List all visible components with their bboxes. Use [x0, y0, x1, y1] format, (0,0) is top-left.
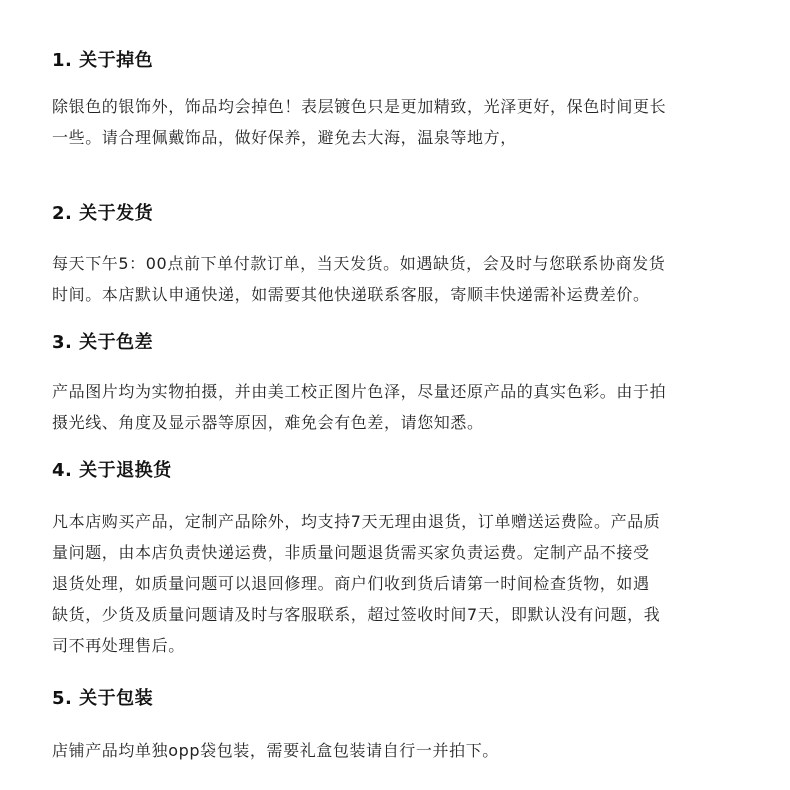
section-title-returns: 4. 关于退换货 — [52, 460, 172, 481]
section-body-packaging — [52, 735, 742, 766]
body-line: 除银色的银饰外，饰品均会掉色！表层镀色只是更加精致，光泽更好，保色时间更长 — [52, 97, 667, 116]
body-line: 缺货，少货及质量问题请及时与客服联系，超过签收时间7天，即默认没有问题，我 — [52, 605, 661, 624]
section-body-returns — [52, 506, 742, 661]
body-line: 量问题，由本店负责快递运费，非质量问题退货需买家负责运费。定制产品不接受 — [52, 543, 650, 562]
section-body-shipping — [52, 248, 742, 310]
body-line: 产品图片均为实物拍摄，并由美工校正图片色泽，尽量还原产品的真实色彩。由于拍 — [52, 382, 667, 401]
body-line: 每天下午5：00点前下单付款订单，当天发货。如遇缺货，会及时与您联系协商发货 — [52, 254, 666, 273]
section-body-fading — [52, 91, 742, 153]
body-line: 退货处理，如质量问题可以退回修理。商户们收到货后请第一时间检查货物，如遇 — [52, 574, 650, 593]
section-body-color-difference — [52, 376, 742, 438]
section-title-fading: 1. 关于掉色 — [52, 50, 154, 71]
body-line: 凡本店购买产品，定制产品除外，均支持7天无理由退货，订单赠送运费险。产品质 — [52, 512, 661, 531]
section-title-shipping: 2. 关于发货 — [52, 203, 154, 224]
body-line: 一些。请合理佩戴饰品，做好保养，避免去大海，温泉等地方， — [52, 128, 517, 147]
body-line: 摄光线、角度及显示器等原因，难免会有色差，请您知悉。 — [52, 413, 484, 432]
section-title-packaging: 5. 关于包装 — [52, 688, 154, 709]
body-line: 司不再处理售后。 — [52, 636, 185, 655]
body-line: 店铺产品均单独opp袋包装，需要礼盒包装请自行一并拍下。 — [52, 741, 499, 760]
body-line: 时间。本店默认申通快递，如需要其他快递联系客服，寄顺丰快递需补运费差价。 — [52, 285, 650, 304]
section-title-color-difference: 3. 关于色差 — [52, 332, 154, 353]
